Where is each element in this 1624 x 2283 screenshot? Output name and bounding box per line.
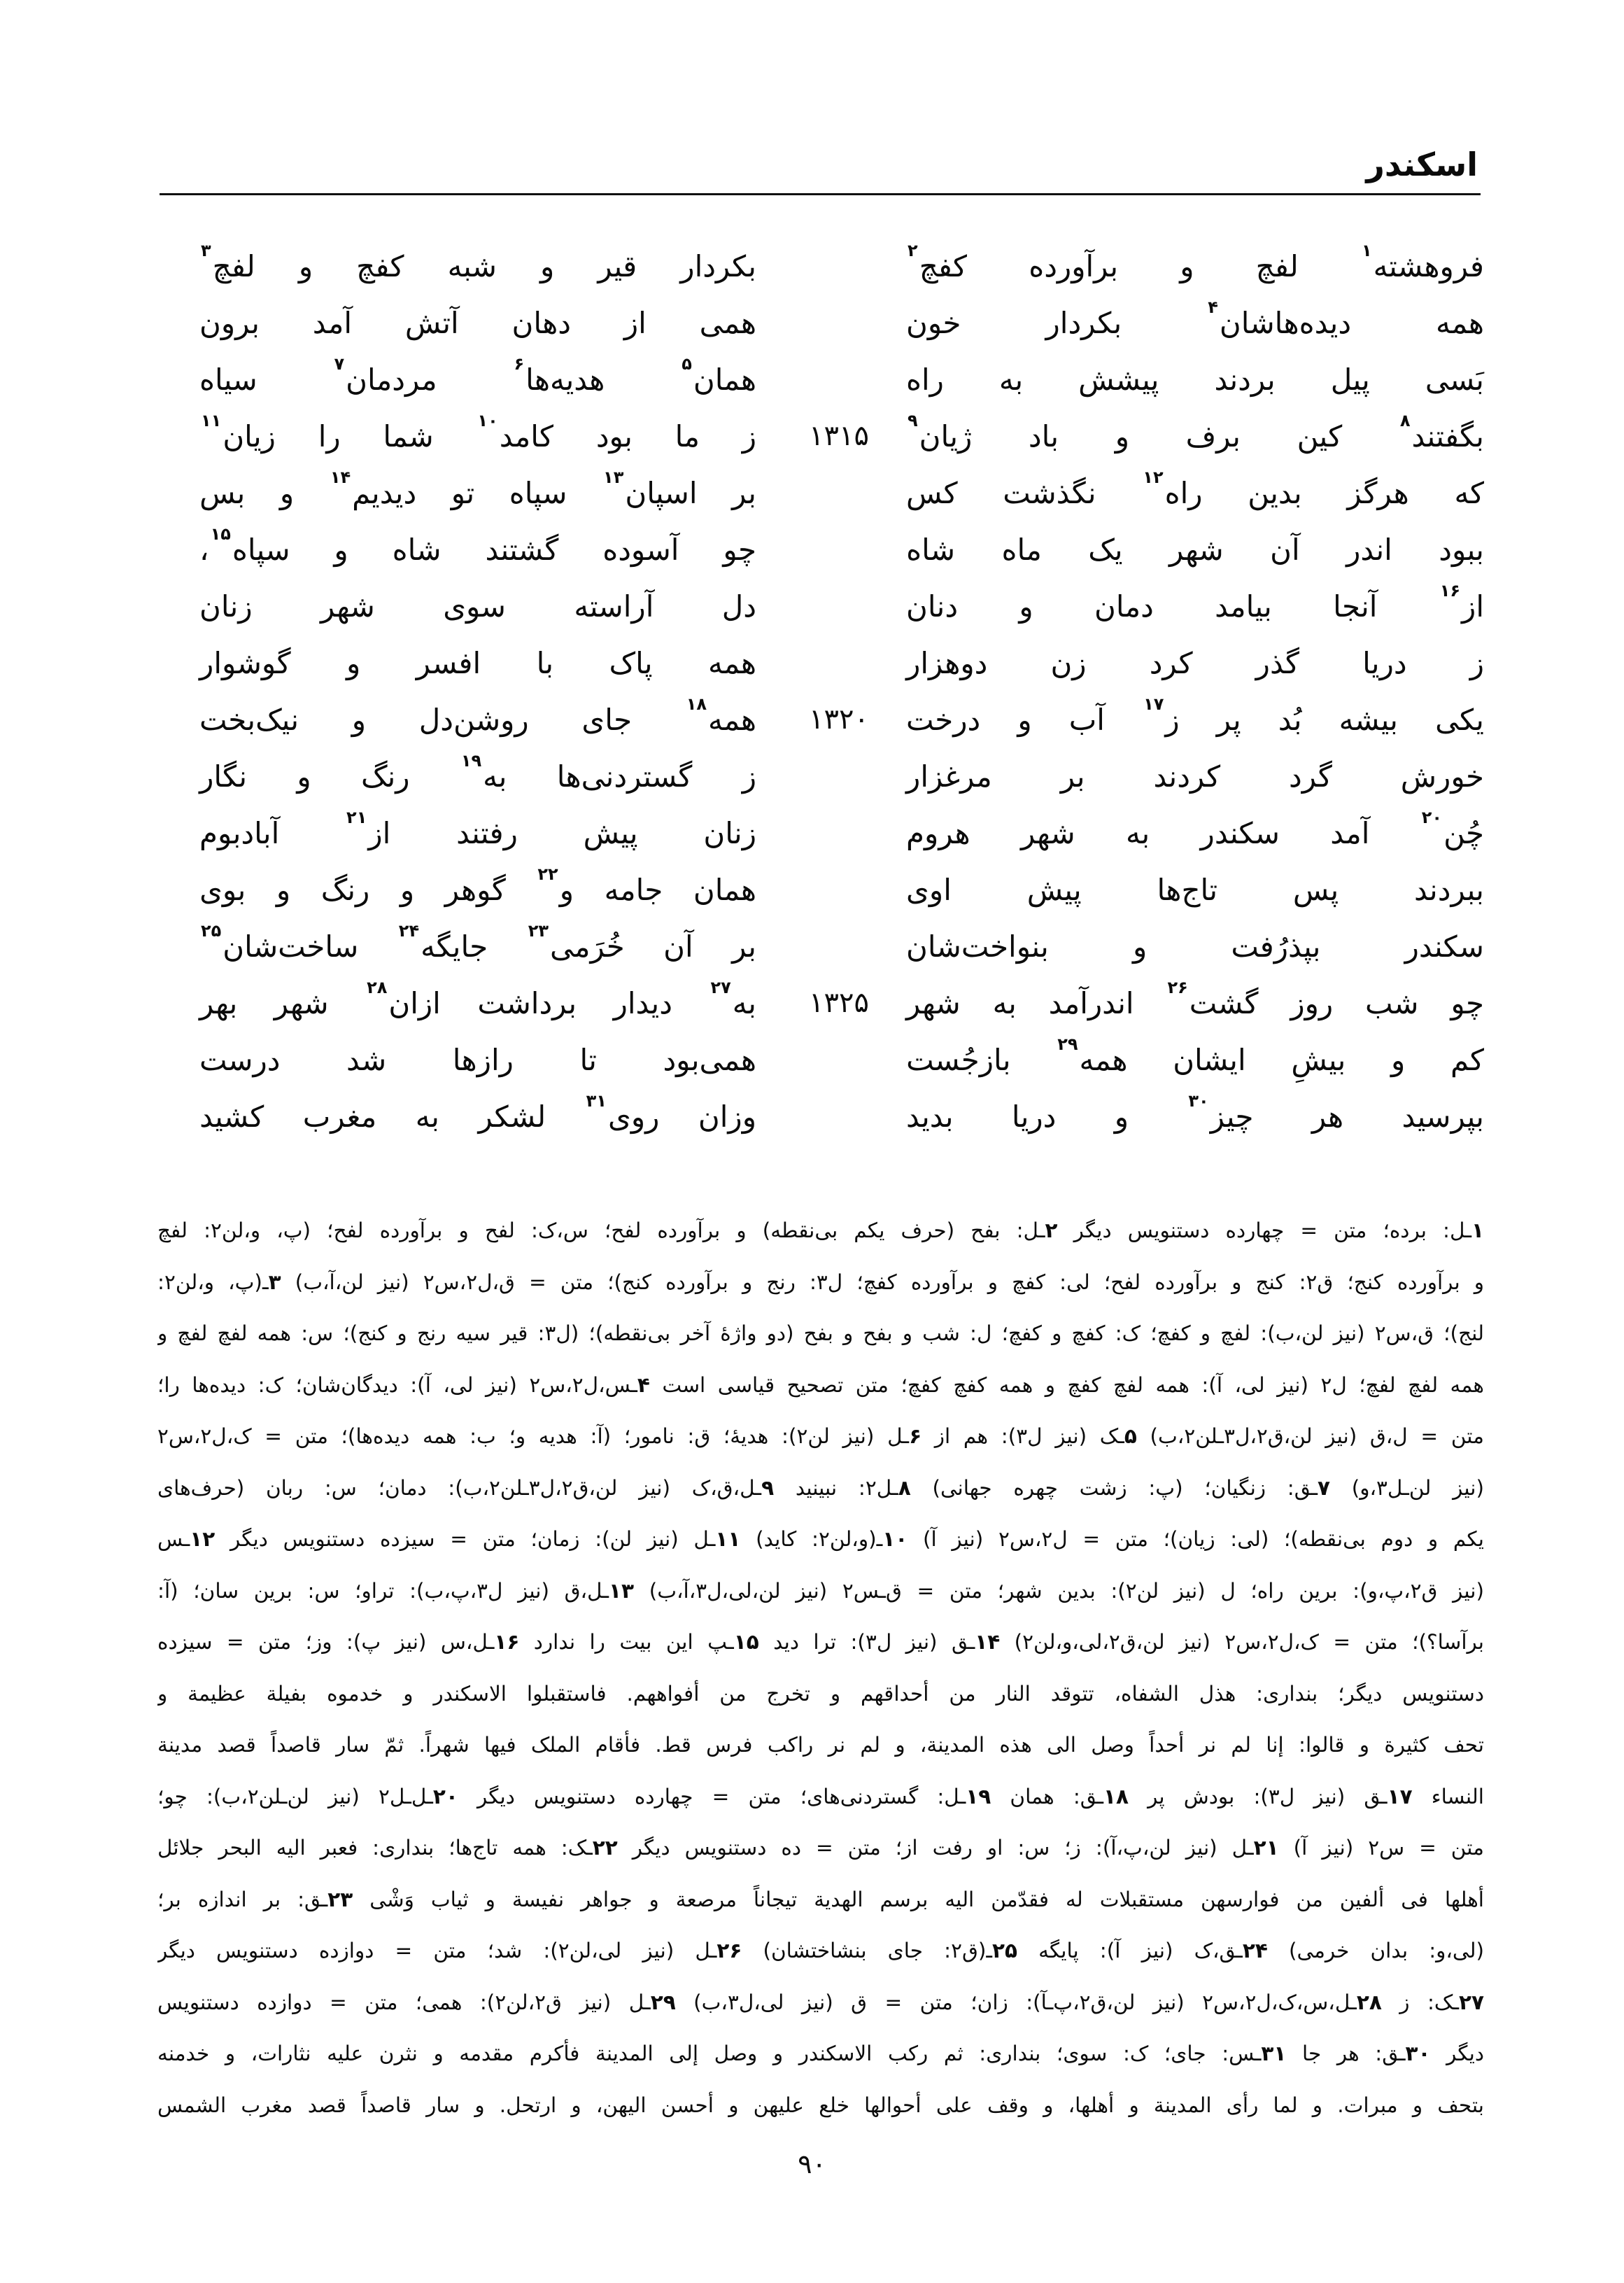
verse-row	[0, 1032, 1624, 1088]
hemistich-first	[906, 805, 1484, 861]
word: آبادبوم	[199, 815, 280, 850]
word: و	[1180, 248, 1194, 283]
footnote-line: یکم و دوم بی‌نقطه)؛ (لی: زیان)؛ متن = ل۲،س۲ (نیز آ) ۱۰ـ(و،لن۲: کاید) ۱۱ـل (نیز لن): زمان؛ متن = سیزده دستنویس دیگر ۱۲ـس	[157, 1527, 1484, 1551]
word: آنجا	[1333, 589, 1378, 624]
word: سکندر	[1200, 815, 1280, 850]
verse-row	[0, 295, 1624, 351]
hemistich-first	[906, 408, 1484, 464]
verse-row	[0, 748, 1624, 804]
word: گشتند	[485, 532, 559, 567]
word: بر	[732, 929, 756, 964]
word: به	[415, 1099, 439, 1134]
word: بر	[732, 475, 756, 510]
word: آمد	[1330, 815, 1370, 850]
word: شهر	[906, 985, 961, 1020]
footnote-line: (لی،و: بدان خرمی) ۲۴ـق،ک (نیز آ): پایگه ۲۵ـ(ق۲: جای بنشاختشان) ۲۶ـل (نیز لی،لن۲): شد؛ متن = دوازده دستنویس دیگر	[157, 1939, 1484, 1962]
verse-row	[0, 635, 1624, 691]
footnote-marker: ۳۱	[586, 1090, 607, 1111]
footnote-marker: ۷	[334, 353, 345, 374]
word: آب	[1068, 702, 1105, 737]
word: هرگز	[1347, 475, 1409, 510]
word: ز$^{۱۷}$	[1143, 694, 1180, 737]
hemistich-second	[199, 465, 756, 521]
footnote-marker: ۸	[1399, 410, 1411, 430]
word: شاه	[392, 532, 442, 567]
word: بدین	[1248, 475, 1302, 510]
hemistich-first	[906, 748, 1484, 804]
word: گشت$^{۲۶}$	[1167, 977, 1259, 1020]
footnote-marker: ۱۷	[1143, 694, 1164, 714]
footnote-marker: ۲۳	[528, 920, 549, 941]
verse-number: ۱۳۲۰	[809, 703, 869, 736]
verse-row	[0, 238, 1624, 294]
verse-row	[0, 805, 1624, 861]
word: به	[1126, 815, 1150, 850]
word: آراسته	[574, 589, 654, 624]
word: ما	[675, 419, 700, 454]
word: ز	[742, 419, 756, 454]
word: ژیان$^۹$	[908, 410, 973, 454]
word: دل	[721, 589, 756, 624]
word: از$^{۱۶}$	[1439, 580, 1484, 624]
word: زنان	[199, 589, 253, 624]
word: بپرسید	[1401, 1099, 1484, 1134]
word: فروهشته$^۱$	[1362, 240, 1484, 283]
verse-row	[0, 975, 1624, 1031]
word: شهر	[320, 589, 375, 624]
word: باد	[1028, 419, 1059, 454]
footnote-line: (نیز ق۲،پ،و): برین راه؛ ل (نیز لن۲): بدین شهر؛ متن = ق‌ـس۲ (نیز لن،لی،ل۳،آ،ب) ۱۳ـل،ق (نیز ل۳،پ،ب): تراو؛ س: برین سان؛ (آ:	[157, 1578, 1484, 1603]
word: بوی	[199, 872, 246, 907]
word: افسر	[416, 645, 481, 680]
word: گستردنی‌ها	[556, 759, 693, 794]
word: چو	[723, 532, 756, 567]
word: آمد	[312, 305, 353, 340]
word: بپذرُفت	[1231, 929, 1321, 964]
word: بازجُست	[906, 1042, 1011, 1077]
word: پیش	[1026, 872, 1082, 907]
footnote-marker: ۱	[1362, 240, 1372, 260]
word: هروم	[906, 815, 970, 850]
word: جایگه$^{۲۴}$	[398, 920, 488, 964]
word: نگذشت	[1003, 475, 1096, 510]
word: گوشوار	[199, 645, 291, 680]
word: همی	[699, 305, 756, 340]
word: تاج‌ها	[1157, 872, 1218, 907]
hemistich-second	[199, 351, 756, 407]
word: و	[276, 872, 291, 907]
word: خُرَمی$^{۲۳}$	[528, 920, 625, 964]
footnote-marker: ۴	[1208, 297, 1218, 317]
word: ببود	[1439, 532, 1484, 567]
word: روشن‌دل	[418, 702, 529, 737]
word: گذر	[1255, 645, 1299, 680]
word: وزان	[698, 1099, 756, 1134]
hemistich-first	[906, 862, 1484, 918]
word: بدید	[906, 1099, 954, 1134]
footnote-marker: ۲۹	[1057, 1034, 1078, 1054]
footnote-marker: ۱۲	[1143, 467, 1164, 487]
footnote-marker: ۲۱	[346, 807, 367, 827]
hemistich-second	[199, 295, 756, 351]
word: کفچ	[356, 248, 404, 283]
word: بیامد	[1215, 589, 1272, 624]
word: سکندر	[1404, 929, 1484, 964]
word: شاه	[906, 532, 956, 567]
word: شما	[383, 419, 434, 454]
word: کس	[906, 475, 958, 510]
word: و	[1391, 1042, 1406, 1077]
word: همان	[693, 872, 756, 907]
word: دهان	[511, 305, 572, 340]
word: آن	[1270, 532, 1300, 567]
footnote-marker: ۱۱	[201, 410, 222, 430]
word: و	[334, 532, 348, 567]
footnote-marker: ۱۸	[686, 694, 707, 714]
footnote-marker: ۱۵	[210, 524, 231, 544]
hemistich-second	[199, 805, 756, 861]
word: جای	[581, 702, 633, 737]
footnote-line: لنج)؛ ق،س۲ (نیز لن،ب): لفچ و کفچ؛ ک: کفچ و کفچ؛ ل: شب و بفح و بفح (دو واژهٔ آخر بی‌نقطه)؛ (ل۳: قیر سیه رنج و کنج)؛ س: همه لفچ لفچ و	[157, 1321, 1484, 1345]
word: روی$^{۳۱}$	[586, 1090, 660, 1134]
word: بکردار	[680, 248, 756, 283]
word: همی‌بود	[663, 1042, 756, 1077]
verse-row	[0, 521, 1624, 577]
word: اندر	[1346, 532, 1392, 567]
word: رفتند	[456, 815, 518, 850]
footnote-line: ۲۷ـک: ز ۲۸ـل،س،ک،ل۲،س۲ (نیز لن،ق۲،پ‌ـآ): زان؛ متن = ق (نیز لی،ل۳،ب) ۲۹ـل (نیز ق۲،لن۲): همی؛ متن = دوازده دستنویس	[157, 1990, 1484, 2014]
word: چُن$^{۲۰}$	[1421, 807, 1484, 850]
word: شد	[346, 1042, 387, 1077]
footnote-marker: ۲۲	[537, 864, 558, 884]
hemistich-first	[906, 578, 1484, 634]
word: همه$^{۱۸}$	[686, 694, 756, 737]
word: لشکر	[478, 1099, 546, 1134]
word: و	[1115, 419, 1129, 454]
footnote-marker: ۱۹	[460, 750, 482, 771]
word: و$^{۲۲}$	[537, 864, 574, 907]
verse-row	[0, 691, 1624, 747]
word: رنگ	[320, 872, 370, 907]
hemistich-first	[906, 465, 1484, 521]
word: شهر	[1168, 532, 1224, 567]
hemistich-first	[906, 635, 1484, 691]
word: سپاه	[509, 475, 567, 510]
verse-row	[0, 578, 1624, 634]
word: بیشه	[1339, 702, 1398, 737]
verse-row	[0, 465, 1624, 521]
word: و	[297, 759, 311, 794]
word: بردند	[1214, 362, 1276, 397]
word: کردند	[1153, 759, 1221, 794]
header-rule	[160, 193, 1481, 195]
word: سپاه$^{۱۵}$،	[199, 524, 290, 567]
word: کفچ$^۲$	[908, 240, 968, 283]
word: و	[346, 645, 361, 680]
word: پیشش	[1078, 362, 1159, 397]
word: مرغزار	[906, 759, 992, 794]
hemistich-first	[906, 295, 1484, 351]
footnote-marker: ۱۴	[330, 467, 351, 487]
word: اوی	[906, 872, 952, 907]
word: مغرب	[302, 1099, 377, 1134]
page-number: ۹۰	[798, 2149, 826, 2179]
word: و	[1132, 929, 1148, 964]
word: بر	[1060, 759, 1085, 794]
word: لفچ	[1255, 248, 1299, 283]
verse-row	[0, 408, 1624, 464]
word: پاک	[609, 645, 653, 680]
footnote-line: النساء ۱۷ـق (نیز ل۳): بودش پر ۱۸ـق: همان ۱۹ـل: گستردنی‌های؛ متن = چهارده دستنویس دیگر ۲۰ـل‌ـل۲ (نیز لن‌ـلن۲،ب): چو؛	[157, 1784, 1484, 1808]
word: اندرآمد	[1048, 985, 1134, 1020]
word: شبه	[447, 248, 497, 283]
footnote-marker: ۵	[682, 353, 692, 374]
verse-row	[0, 862, 1624, 918]
hemistich-second	[199, 748, 756, 804]
hemistich-second	[199, 408, 756, 464]
hemistich-first	[906, 521, 1484, 577]
word: بَسی	[1425, 362, 1484, 397]
footnote-line: دستنویس دیگر؛ بنداری: هذل الشفاه، تتوقد النار من أحداقهم و تخرج من أفواههم. فاستقبلوا الاسکندر و خدموه بفیلة عظیمة و	[157, 1681, 1484, 1706]
word: دیدار	[613, 985, 672, 1020]
word: شب	[1365, 985, 1419, 1020]
word: زن	[1050, 645, 1087, 680]
word: همه	[708, 645, 756, 680]
word: پر	[1216, 702, 1241, 737]
word: از	[623, 305, 647, 340]
word: تو	[451, 475, 475, 510]
footnote-line: تحف کثیرة و قالوا: إنا لم نر أحداً وصل الی هذه المدینة، و لم نر راکب فرس قط. فأقام الملک فیها شهراً. ثمّ سار قاصداً قصد مدینة	[157, 1733, 1484, 1757]
footnote-marker: ۱۰	[477, 410, 498, 430]
word: اسپان$^{۱۳}$	[603, 467, 698, 510]
word: لفچ$^۳$	[201, 240, 255, 283]
word: یک	[1088, 532, 1123, 567]
word: خورش	[1400, 759, 1484, 794]
word: یکی	[1435, 702, 1484, 737]
word: مردمان$^۷$	[334, 353, 437, 397]
word: کامد$^{۱۰}$	[477, 410, 554, 454]
word: دریا	[1362, 645, 1407, 680]
word: آسوده	[602, 532, 679, 567]
footnote-line: (نیز لن‌ـل۳،و) ۷ـق: زنگیان؛ (پ: زشت چهره جهانی) ۸ـل۲: نبینید ۹ـل،ق،ک (نیز لن،ق۲،ل۳ـلن۲،ب): دمان؛ س: ربان (حرف‌های	[157, 1475, 1484, 1500]
word: تا	[579, 1042, 597, 1077]
word: بگفتند$^۸$	[1399, 410, 1484, 454]
word: روز	[1290, 985, 1334, 1020]
word: و	[1017, 702, 1032, 737]
word: با	[536, 645, 554, 680]
footnote-marker: ۱۳	[603, 467, 624, 487]
word: و	[298, 248, 313, 283]
footnote-line: و برآورده کنج؛ ق۲: کنج و برآورده لفح؛ لی: کفچ و برآورده کفچ؛ ل۳: رنج و برآورده کنج)؛ متن = ق،ل۲،س۲ (نیز لن،آ،ب) ۳ـ(پ، و،لن۲:	[157, 1270, 1484, 1294]
verse-number: ۱۳۲۵	[809, 987, 869, 1019]
word: خون	[906, 305, 961, 340]
word: رازها	[452, 1042, 514, 1077]
word: بنواخت‌شان	[906, 929, 1049, 964]
word: راه	[906, 362, 944, 397]
footnote-marker: ۲۸	[367, 977, 388, 997]
word: رنگ	[360, 759, 410, 794]
word: را	[318, 419, 341, 454]
word: برف	[1185, 419, 1241, 454]
word: برداشت	[477, 985, 577, 1020]
verse-row	[0, 1088, 1624, 1144]
footnote-marker: ۳	[201, 240, 211, 260]
footnote-marker: ۲۵	[201, 920, 222, 941]
word: که	[1454, 475, 1484, 510]
apparatus	[157, 1205, 1484, 2131]
footnote-line: متن = ل،ق (نیز لن،ق۲،ل۳ـلن۲،ب) ۵ـک (نیز ل۳): هم از ۶ـل (نیز لن۲): هدیهٔ؛ ق: نامور؛ (آ: هدیه و؛ ب: همه دیده‌ها)؛ متن = ک،ل۲،س۲	[157, 1424, 1484, 1448]
footnote-marker: ۶	[514, 353, 525, 374]
word: همه$^{۲۹}$	[1057, 1034, 1128, 1077]
word: زنان	[703, 815, 756, 850]
word: پس	[1292, 872, 1339, 907]
word: کرد	[1149, 645, 1193, 680]
running-title: اسکندر	[1366, 146, 1478, 183]
word: راه$^{۱۲}$	[1143, 467, 1203, 510]
footnote-marker: ۲۰	[1421, 807, 1443, 827]
word: به	[992, 985, 1017, 1020]
hemistich-second	[199, 238, 756, 294]
hemistich-second	[199, 691, 756, 747]
word: به	[998, 362, 1024, 397]
word: دمان	[1094, 589, 1154, 624]
word: هدیه‌ها$^۶$	[514, 353, 605, 397]
hemistich-first	[906, 975, 1484, 1031]
hemistich-second	[199, 975, 756, 1031]
word: کم	[1450, 1042, 1484, 1077]
footnote-line: دیگر ۳۰ـق: هر جا ۳۱ـس: جای؛ ک: سوی؛ بنداری: ثم رکب الاسکندر و وصل إلی المدینة فأکرم مقدمه و نثرن علیه نثارات، و خدمنه	[157, 2042, 1484, 2065]
word: از$^{۲۱}$	[346, 807, 391, 850]
word: بس	[199, 475, 246, 510]
word: چیز$^{۳۰}$	[1188, 1090, 1254, 1134]
hemistich-second	[199, 578, 756, 634]
word: شهر	[1020, 815, 1075, 850]
word: دنان	[906, 589, 959, 624]
footnote-line: برآسا؟)؛ متن = ک،ل۲،س۲ (نیز لن،ق۲،لی،و،لن۲) ۱۴ـق (نیز ل۳): ترا دید ۱۵ـپ این بیت را ندارد ۱۶ـل،س (نیز پ): وز؛ متن = سیزده	[157, 1630, 1484, 1654]
word: کشید	[199, 1099, 264, 1134]
word: بهر	[199, 985, 238, 1020]
word: هر	[1311, 1099, 1344, 1134]
word: ایشان	[1173, 1042, 1246, 1077]
word: همان$^۵$	[682, 353, 756, 397]
hemistich-first	[906, 351, 1484, 407]
footnote-marker: ۹	[908, 410, 918, 430]
word: و	[539, 248, 555, 283]
word: برآورده	[1029, 248, 1119, 283]
word: و	[400, 872, 415, 907]
word: گرد	[1289, 759, 1332, 794]
word: ماه	[1001, 532, 1042, 567]
word: دوهزار	[906, 645, 988, 680]
word: کین	[1297, 419, 1343, 454]
hemistich-first	[906, 691, 1484, 747]
word: به$^{۱۹}$	[460, 750, 507, 794]
word: بیشِ	[1291, 1042, 1346, 1077]
footnote-marker: ۲۴	[398, 920, 420, 941]
word: آتش	[404, 305, 459, 340]
hemistich-second	[199, 918, 756, 974]
word: زیان$^{۱۱}$	[201, 410, 276, 454]
word: دیده‌هاشان$^۴$	[1208, 297, 1352, 340]
word: بکردار	[1045, 305, 1122, 340]
word: ساخت‌شان$^{۲۵}$	[201, 920, 359, 964]
word: و	[1019, 589, 1033, 624]
word: چو	[1450, 985, 1484, 1020]
word: درست	[199, 1042, 281, 1077]
hemistich-second	[199, 1088, 756, 1144]
footnote-line: أهلها فی ألفین من فوارسهن مستقبلات له فقدّمن الیه برسم الهدیة تیجاناً مرصعة و جواهر نفیسة و ثیاب وَشْی ۲۳ـق: بر اندازه بر؛	[157, 1887, 1484, 1911]
footnote-marker: ۱۶	[1439, 580, 1461, 600]
word: نیک‌بخت	[199, 702, 299, 737]
word: ز	[1469, 645, 1484, 680]
word: و	[1114, 1099, 1129, 1134]
word: آن	[663, 929, 693, 964]
word: پیل	[1330, 362, 1370, 397]
hemistich-second	[199, 1032, 756, 1088]
verse-row	[0, 351, 1624, 407]
word: نگار	[199, 759, 248, 794]
footnote-marker: ۲۷	[710, 977, 731, 997]
word: پیش	[583, 815, 638, 850]
hemistich-first	[906, 1032, 1484, 1088]
verse-row	[0, 918, 1624, 974]
footnote-marker: ۳۰	[1188, 1090, 1209, 1111]
word: سیاه	[199, 362, 257, 397]
word: دیدیم$^{۱۴}$	[330, 467, 417, 510]
word: ز	[742, 759, 756, 794]
hemistich-first	[906, 1088, 1484, 1144]
word: شهر	[274, 985, 329, 1020]
footnote-line: همه لفچ لفچ؛ ل۲ (نیز لی، آ): همه لفچ کفچ و همه کفچ کفچ؛ متن تصحیح قیاسی است ۴ـس،ل۲،س۲ (نیز لی، آ): دیدگان‌شان؛ ک: دیده‌ها را؛	[157, 1372, 1484, 1397]
word: جامه	[604, 872, 663, 907]
word: و	[351, 702, 367, 737]
word: به$^{۲۷}$	[710, 977, 756, 1020]
word: ازان$^{۲۸}$	[367, 977, 441, 1020]
hemistich-second	[199, 521, 756, 577]
word: قیر	[598, 248, 637, 283]
hemistich-second	[199, 862, 756, 918]
hemistich-first	[906, 918, 1484, 974]
word: درخت	[906, 702, 981, 737]
footnote-marker: ۲۶	[1167, 977, 1188, 997]
word: ببردند	[1414, 872, 1484, 907]
word: و	[279, 475, 295, 510]
hemistich-first	[906, 238, 1484, 294]
footnote-line: متن = س۲ (نیز آ) ۲۱ـل (نیز لن،پ،آ): ز؛ س: او رفت از؛ متن = ده دستنویس دیگر ۲۲ـک: همه تاج‌ها؛ بنداری: فعبر الیه البحر جلائل	[157, 1836, 1484, 1860]
word: دریا	[1011, 1099, 1057, 1134]
word: بُد	[1278, 702, 1302, 737]
word: سوی	[443, 589, 506, 624]
word: همه	[1436, 305, 1484, 340]
word: گوهر	[444, 872, 506, 907]
verse-number: ۱۳۱۵	[809, 420, 869, 452]
word: برون	[199, 305, 260, 340]
hemistich-second	[199, 635, 756, 691]
word: بود	[595, 419, 633, 454]
footnote-line: ۱ـل: برده؛ متن = چهارده دستنویس دیگر ۲ـل: بفح (حرف یکم بی‌نقطه) و برآورده لفح؛ س،ک: لفح و برآورده لفح؛ (پ، و،لن۲: لفچ	[157, 1218, 1484, 1242]
footnote-line: بتحف و مبرات. و لما رأی المدینة و أهلها، و وقف علی أحوالها خلع علیهن و أحسن الیهن، و ارتحل. و سار قاصداً قصد مغرب الشمس	[157, 2093, 1484, 2117]
footnote-marker: ۲	[908, 240, 918, 260]
